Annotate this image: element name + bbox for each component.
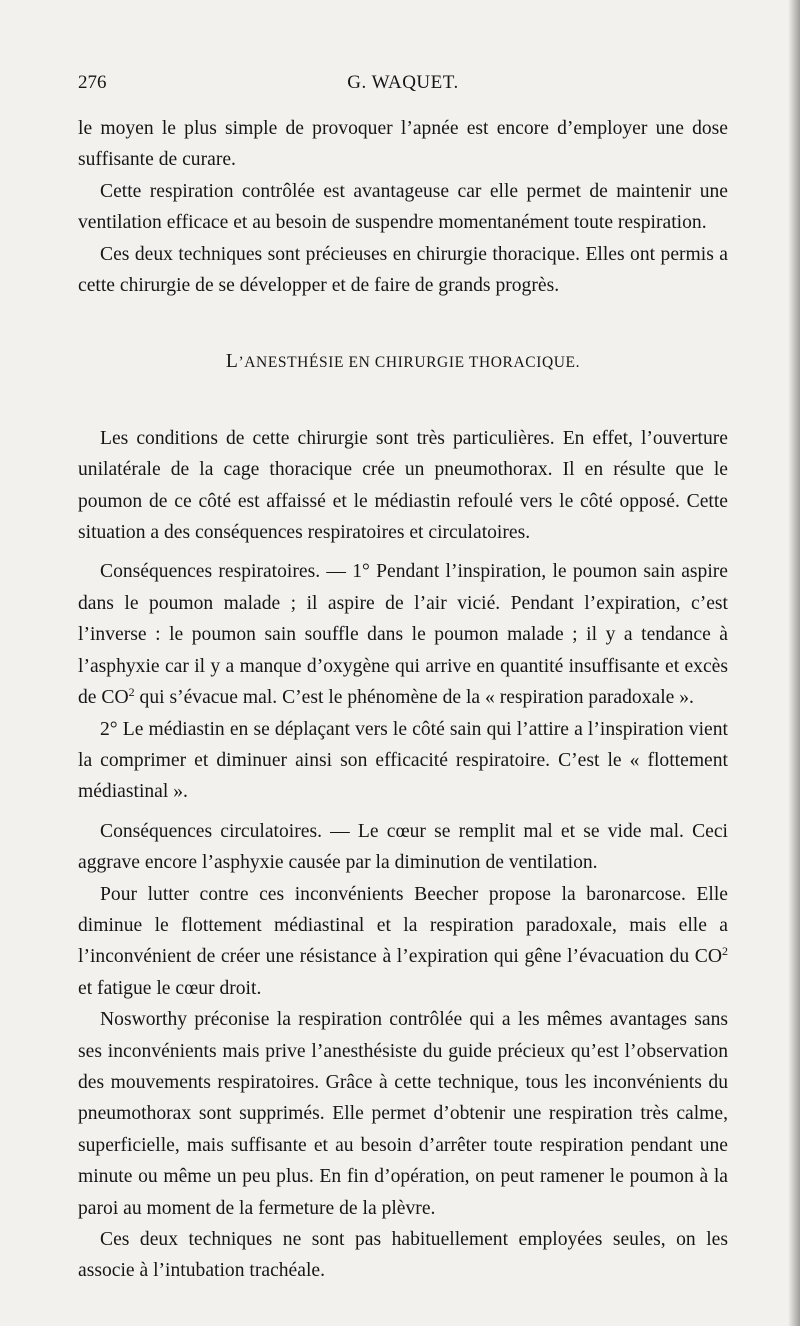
paragraph: Ces deux techniques ne sont pas habituellement employées seules, on les associe à l’intubation trachéale.: [78, 1229, 728, 1282]
page-header: [78, 72, 728, 102]
section-heading-text: ’ANESTHÉSIE EN CHIRURGIE THORACIQUE.: [238, 354, 581, 372]
running-title: G. WAQUET.: [347, 72, 459, 93]
paragraph: Les conditions de cette chirurgie sont très particulières. En effet, l’ouverture unilatérale de la cage thoracique crée un pneumothorax. Il en résulte que le poumon de ce côté est affaissé et le médiastin refoulé vers le côté opposé. Cette situation a des conséquences respiratoires et circulatoires.: [78, 427, 728, 544]
paragraph: Cette respiration contrôlée est avantageuse car elle permet de maintenir une ventilation efficace et au besoin de suspendre momentanément toute respiration.: [78, 180, 728, 234]
paragraph: Conséquences respiratoires. — 1° Pendant l’inspiration, le poumon sain aspire dans le poumon malade ; il aspire de l’air vicié. Pendant l’expiration, c’est l’inverse : le poumon sain souffle dans le poumon malade ; il y a tendance à l’asphyxie car il y a manque d’oxygène qui arrive en quantité insuffisante et excès de $CO^2$ qui s’évacue mal. C’est le phénomène de la « respiration paradoxale ».: [78, 561, 728, 709]
paragraph: Conséquences circulatoires. — Le cœur se remplit mal et se vide mal. Ceci aggrave encore l’asphyxie causée par la diminution de ventilation.: [78, 820, 728, 874]
superscript: 2: [128, 685, 135, 700]
paragraph: le moyen le plus simple de provoquer l’apnée est encore d’employer une dose suffisante de curare.: [78, 118, 728, 171]
page-number: 276: [78, 72, 107, 93]
section-heading: [78, 346, 728, 378]
paragraph: 2° Le médiastin en se déplaçant vers le côté sain qui l’attire a l’inspiration vient la comprimer et diminuer ainsi son efficacité respiratoire. C’est le « flottement médiastinal ».: [78, 718, 728, 803]
paragraph: Nosworthy préconise la respiration contrôlée qui a les mêmes avantages sans ses inconvénients mais prive l’anesthésiste du guide précieux qu’est l’observation des mouvements respiratoires. Grâce à cette technique, tous les inconvénients du pneumothorax sont supprimés. Elle permet d’obtenir une respiration très calme, superficielle, mais suffisante et au besoin d’arrêter toute respiration pendant une minute ou même un peu plus. En fin d’opération, on peut ramener le poumon à la paroi au moment de la fermeture de la plèvre.: [78, 1009, 728, 1219]
page-body: [78, 113, 728, 1287]
paragraph: Pour lutter contre ces inconvénients Beecher propose la baronarcose. Elle diminue le flottement médiastinal et la respiration paradoxale, mais elle a l’inconvénient de créer une résistance à l’expiration qui gêne l’évacuation du $CO^2$ et fatigue le cœur droit.: [78, 883, 728, 999]
page-edge-shadow: [788, 0, 800, 1326]
superscript: 2: [722, 944, 728, 959]
section-heading-initial: L: [225, 351, 239, 373]
paragraph: Ces deux techniques sont précieuses en chirurgie thoracique. Elles ont permis a cette chirurgie de se développer et de faire de grands progrès.: [78, 243, 728, 297]
